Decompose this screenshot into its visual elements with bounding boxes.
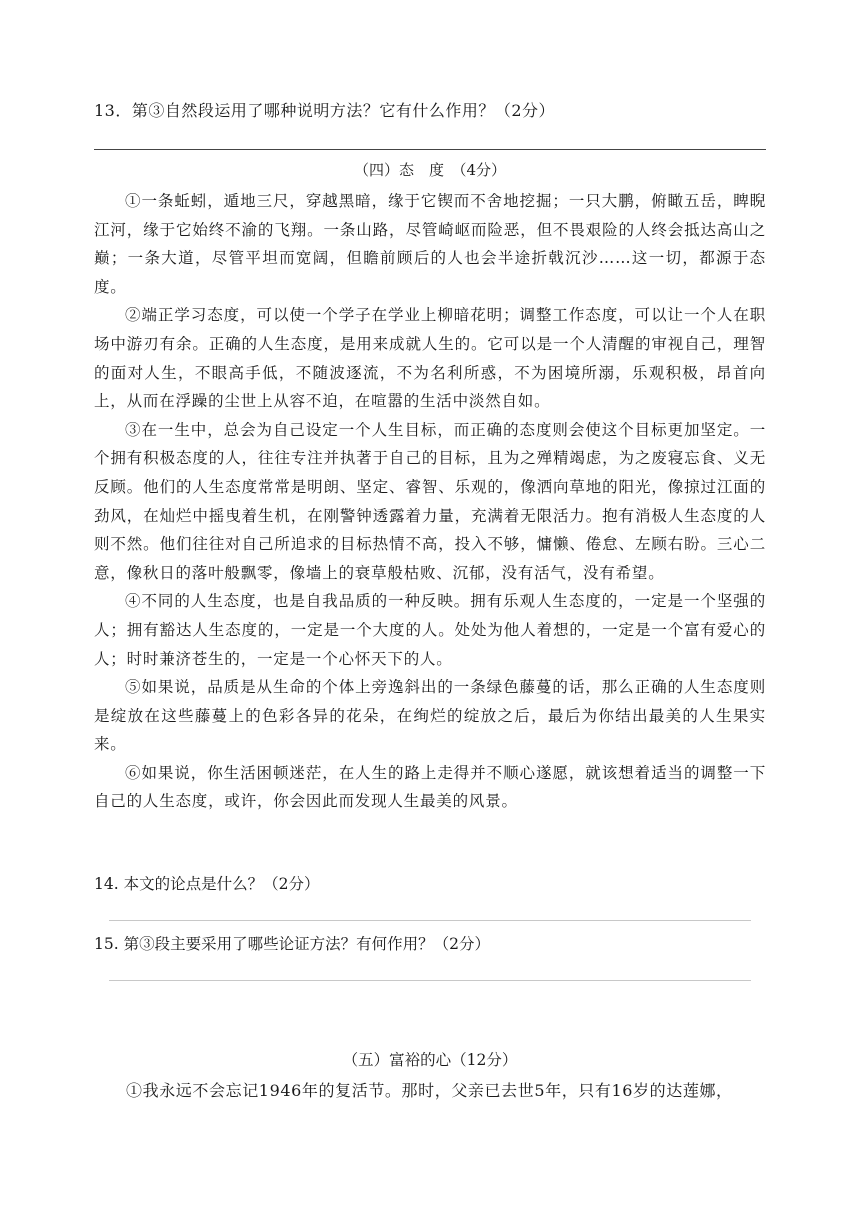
- section-5-title: （五）富裕的心（12分）: [342, 1051, 518, 1069]
- question-14: 14. 本文的论点是什么？（2分）: [94, 875, 320, 893]
- passage-paragraph-1: ①一条蚯蚓，遁地三尺，穿越黑暗，缘于它锲而不舍地挖掘；一只大鹏，俯瞰五岳，睥睨江河，缘于它始终不渝的飞翔。一条山路，尽管崎岖而险恶，但不畏艰险的人终会抵达高山之巅；一条大道，尽管平坦而宽阔，但瞻前顾后的人也会半途折戟沉沙……这一切，都源于态度。: [94, 192, 766, 296]
- passage-paragraph-3: ③在一生中，总会为自己设定一个人生目标，而正确的态度则会使这个目标更加坚定。一个拥有积极态度的人，往往专注并执著于自己的目标，且为之殚精竭虑，为之废寝忘食、义无反顾。他们的人生态度常常是明朗、坚定、睿智、乐观的，像洒向草地的阳光，像掠过江面的劲风，在灿烂中摇曳着生机，在刚警钟透露着力量，充满着无限活力。抱有消极人生态度的人则不然。他们往往对自己所追求的目标热情不高，投入不够，慵懒、倦怠、左顾右盼。三心二意，像秋日的落叶般飘零，像墙上的衰草般枯败、沉郁，没有活气，没有希望。: [94, 420, 766, 582]
- section-divider: [94, 149, 766, 150]
- passage-paragraph-4: ④不同的人生态度，也是自我品质的一种反映。拥有乐观人生态度的，一定是一个坚强的人；拥有豁达人生态度的，一定是一个大度的人。处处为他人着想的，一定是一个富有爱心的人；时时兼济苍生的，一定是一个心怀天下的人。: [94, 592, 766, 668]
- question-13: 13．第③自然段运用了哪种说明方法？它有什么作用？（2分）: [94, 101, 556, 120]
- section-5-passage: [94, 1076, 766, 1106]
- passage-5-paragraph-1: ①我永远不会忘记1946年的复活节。那时，父亲已去世5年，只有16岁的达莲娜，: [126, 1081, 733, 1100]
- answer-line-14[interactable]: [109, 920, 751, 921]
- section-4-passage: [94, 187, 766, 816]
- passage-paragraph-2: ②端正学习态度，可以使一个学子在学业上柳暗花明；调整工作态度，可以让一个人在职场中游刃有余。正确的人生态度，是用来成就人生的。它可以是一个人清醒的审视自己，理智的面对人生，不眼高手低，不随波逐流，不为名利所惑，不为困境所溺，乐观积极，昂首向上，从而在浮躁的尘世上从容不迫，在喧嚣的生活中淡然自如。: [94, 306, 766, 411]
- answer-line-15[interactable]: [109, 980, 751, 981]
- passage-paragraph-6: ⑥如果说，你生活困顿迷茫，在人生的路上走得并不顺心遂愿，就该想着适当的调整一下自己的人生态度，或许，你会因此而发现人生最美的风景。: [94, 763, 766, 811]
- question-15: 15. 第③段主要采用了哪些论证方法？有何作用？（2分）: [94, 935, 490, 953]
- passage-paragraph-5: ⑤如果说，品质是从生命的个体上旁逸斜出的一条绿色藤蔓的话，那么正确的人生态度则是绽放在这些藤蔓上的色彩各异的花朵，在绚烂的绽放之后，最后为你结出最美的人生果实来。: [94, 678, 766, 754]
- section-4-title: （四）态 度 （4分）: [353, 161, 507, 179]
